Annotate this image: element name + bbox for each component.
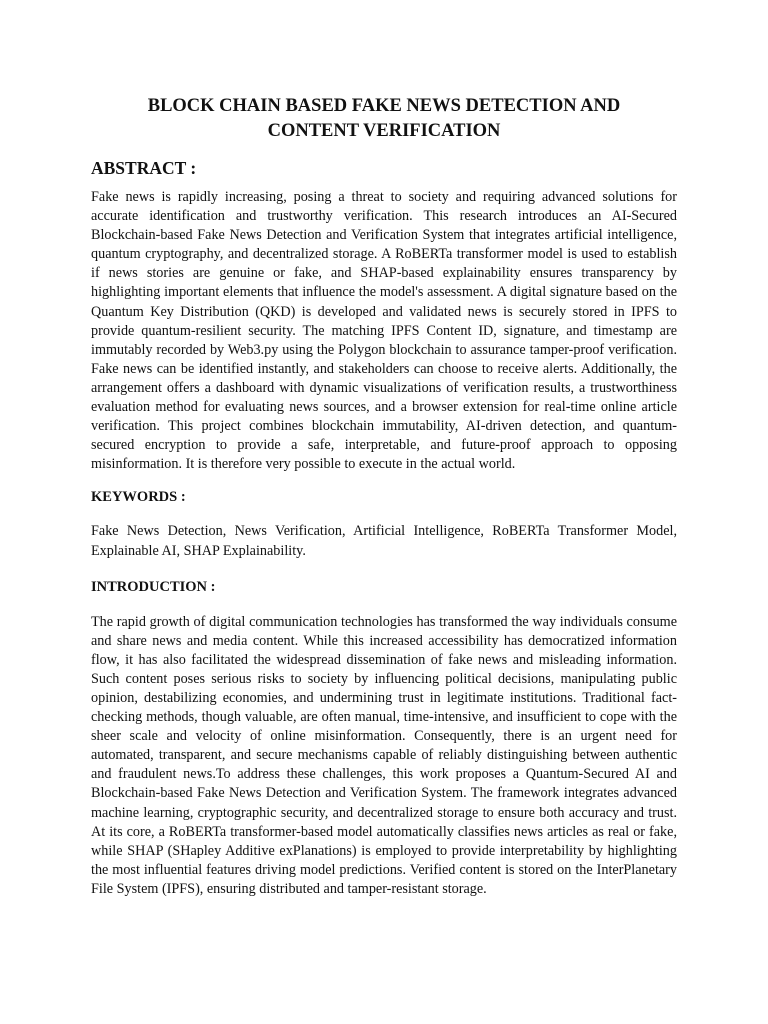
keywords-heading: KEYWORDS : (91, 489, 186, 506)
keywords-paragraph: Fake News Detection, News Verification, Artificial Intelligence, RoBERTa Transformer Model, Explainable AI, SHAP Explainability. (91, 523, 677, 559)
introduction-paragraph: The rapid growth of digital communication technologies has transformed the way individuals consume and share news and media content. While this increased accessibility has democratized information flow, it has also facilitated the widespread dissemination of fake news and misleading information. Such content poses serious risks to society by influencing political decisions, manipulating public opinion, destabilizing economies, and undermining trust in legitimate institutions. Traditional fact-checking methods, though valuable, are often manual, time-intensive, and insufficient to cope with the sheer scale and velocity of online misinformation. Consequently, there is an urgent need for automated, transparent, and secure mechanisms capable of reliably distinguishing between authentic and fraudulent news.To address these challenges, this work proposes a Quantum-Secured AI and Blockchain-based Fake News Detection and Verification System. The framework integrates advanced machine learning, cryptographic security, and decentralized storage to ensure both accuracy and trust. At its core, a RoBERTa transformer-based model automatically classifies news articles as real or fake, while SHAP (SHapley Additive exPlanations) is employed to provide interpretability by highlighting the most influential features driving model predictions. Verified content is stored on the InterPlanetary File System (IPFS), ensuring distributed and tamper-resistant storage. (91, 613, 677, 897)
document-page (91, 0, 677, 899)
introduction-heading: INTRODUCTION : (91, 578, 216, 595)
abstract-heading: ABSTRACT : (91, 158, 197, 178)
document-title: BLOCK CHAIN BASED FAKE NEWS DETECTION AND CONTENT VERIFICATION (147, 96, 621, 141)
abstract-paragraph: Fake news is rapidly increasing, posing a threat to society and requiring advanced solutions for accurate identification and trustworthy verification. This research introduces an AI-Secured Blockchain-based Fake News Detection and Verification System that integrates artificial intelligence, quantum cryptography, and decentralized storage. A RoBERTa transformer model is used to establish if news stories are genuine or fake, and SHAP-based explainability ensures transparency by highlighting important elements that influence the model's assessment. A digital signature based on the Quantum Key Distribution (QKD) is developed and validated news is securely stored in IPFS to provide quantum-resilient security. The matching IPFS Content ID, signature, and timestamp are immutably recorded by Web3.py using the Polygon blockchain to assurance tamper-proof verification. Fake news can be identified instantly, and stakeholders can choose to receive alerts. Additionally, the arrangement offers a dashboard with dynamic visualizations of verification results, a trustworthiness evaluation method for evaluating news sources, and a browser extension for real-time online article verification. This project combines blockchain immutability, AI-driven detection, and quantum-secured encryption to provide a safe, interpretable, and future-proof approach to opposing misinformation. It is therefore very possible to execute in the actual world. (91, 189, 677, 473)
